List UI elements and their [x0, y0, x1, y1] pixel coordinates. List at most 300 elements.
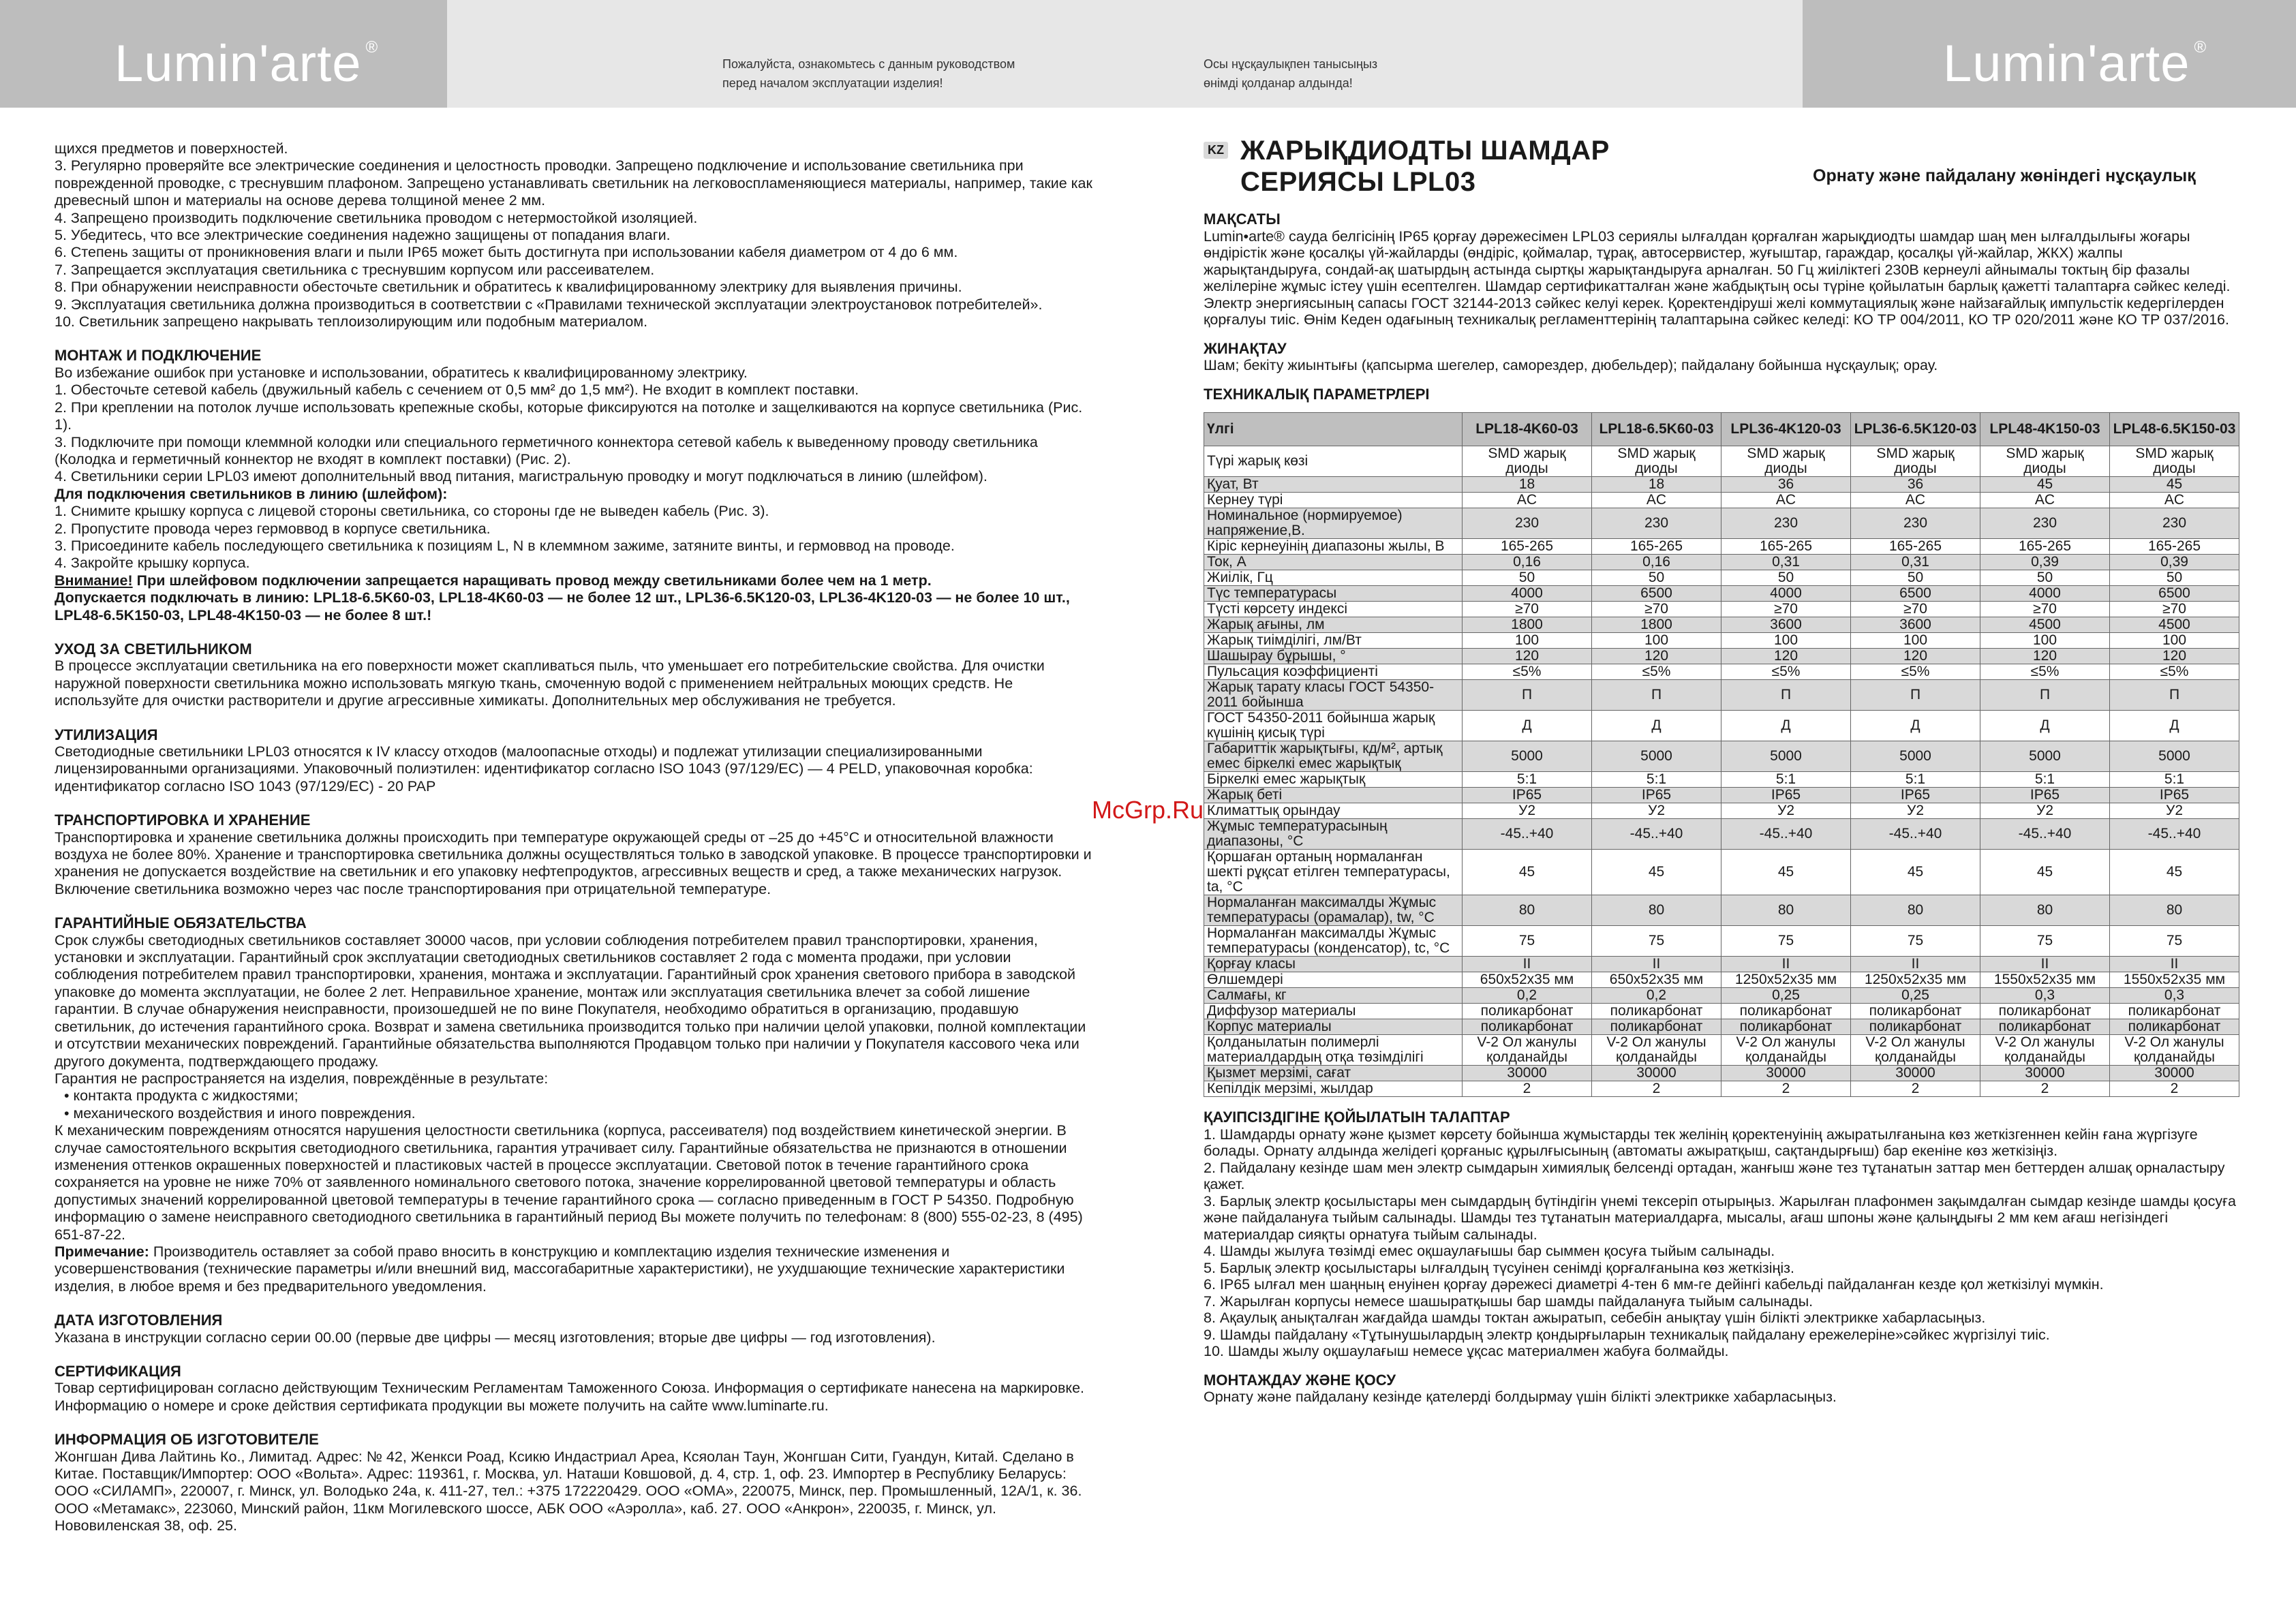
spec-cell: SMD жарық диоды — [1592, 446, 1721, 477]
care-text: В процессе эксплуатации светильника на его поверхности может скапливаться пыль, что уменьшает его потребительские свойства. Для очистки наружной поверхности светильника можно использовать мягкую ткань, смоченную водой с применением нейтральных моющих средств. Не используйте для очистки растворители и другие агрессивные химикаты. Дополнительных мер обслуживания не требуется. — [55, 658, 1045, 709]
spec-row-label: Климаттық орындау — [1204, 803, 1463, 819]
spec-row — [1204, 1019, 2239, 1035]
spec-cell: 165-265 — [2110, 539, 2239, 555]
header-note-kz-line2: өнімді қолданар алдында! — [1204, 76, 1353, 90]
spec-cell: 100 — [1592, 633, 1721, 649]
spec-cell: 650x52x35 мм — [1463, 972, 1592, 988]
allowed-count: Допускается подключать в линию: LPL18-6.5K60-03, LPL18-4K60-03 — не более 12 шт., LPL36-6.5K120-03, LPL36-4K120-03 — не более 10 шт., LPL48-6.5K150-03, LPL48-4K150-03 — не более 8 шт.! — [55, 589, 1070, 623]
warning-label: Внимание! — [55, 572, 133, 589]
language-badge: KZ — [1204, 142, 1228, 159]
spec-cell: 230 — [1980, 508, 2110, 539]
spec-cell: 5000 — [1463, 741, 1592, 772]
spec-row — [1204, 957, 2239, 972]
warning-text: При шлейфовом подключении запрещается наращивать провод между светильниками более чем на 1 метр. — [132, 572, 932, 589]
spec-row-label: Өлшемдері — [1204, 972, 1463, 988]
spec-cell: Д — [1851, 711, 1980, 741]
spec-cell: V-2 Ол жанулы қолданайды — [1463, 1035, 1592, 1066]
spec-cell: 0,39 — [1980, 555, 2110, 570]
spec-row — [1204, 680, 2239, 711]
intro-line: 9. Эксплуатация светильника должна производиться в соответствии с «Правилами технической эксплуатации электроустановок потребителей». — [55, 296, 1043, 313]
spec-cell: поликарбонат — [1851, 1019, 1980, 1035]
intro-line: щихся предметов и поверхностей. — [55, 140, 288, 157]
spec-cell: 80 — [1980, 895, 2110, 926]
transport-text: Транспортировка и хранение светильника должны происходить при температуре окружающей среды от –25 до +45°С и относительной влажности воздуха не более 80%. Хранение и транспортировка светильника должны осуществляться только в заводской упаковке. В процессе транспортировки и хранения не допускается воздействие на светильник и его упаковку нефтепродуктов, агрессивных веществ и сред, а также механических нагрузок. Включение светильника возможно через час после транспортирования при отрицательной температуре. — [55, 829, 1092, 897]
spec-cell: 2 — [1851, 1081, 1980, 1097]
section-title-purpose: МАҚСАТЫ — [1204, 211, 1281, 228]
spec-cell: IP65 — [1980, 788, 2110, 803]
spec-cell: поликарбонат — [2110, 1004, 2239, 1019]
header-note-kz — [1204, 55, 1377, 93]
spec-row-label: ГОСТ 54350-2011 бойынша жарық күшінің қисық түрі — [1204, 711, 1463, 741]
spec-row-label: Ток, А — [1204, 555, 1463, 570]
spec-cell: 30000 — [1851, 1066, 1980, 1081]
spec-cell: П — [1980, 680, 2110, 711]
spec-cell: 1250x52x35 мм — [1721, 972, 1851, 988]
spec-header-label: Үлгі — [1204, 413, 1463, 446]
intro-line: 10. Светильник запрещено накрывать теплоизолирующим или подобным материалом. — [55, 313, 648, 330]
spec-cell: ≥70 — [2110, 602, 2239, 617]
spec-cell: 5:1 — [1851, 772, 1980, 788]
header-note-ru-line1: Пожалуйста, ознакомьтесь с данным руководством — [722, 57, 1015, 71]
kazakh-text-column — [1204, 211, 2239, 1406]
spec-cell: 75 — [2110, 926, 2239, 957]
header-note-kz-line1: Осы нұсқаулықпен танысыңыз — [1204, 57, 1378, 71]
spec-row — [1204, 711, 2239, 741]
spec-row — [1204, 493, 2239, 508]
montage-line: 3. Подключите при помощи клеммной колодки или специального герметичного коннектора сетевой кабель к выведенному проводу светильника (Колодка и герметичный коннектор не входят в комплект поставки) (Рис. 2). — [55, 433, 1038, 467]
spec-cell: 50 — [1592, 570, 1721, 586]
spec-cell: 50 — [2110, 570, 2239, 586]
spec-cell: ≥70 — [1721, 602, 1851, 617]
spec-cell: 45 — [2110, 477, 2239, 493]
spec-cell: ≤5% — [1592, 664, 1721, 680]
spec-cell: 230 — [1592, 508, 1721, 539]
spec-row-label: Диффузор материалы — [1204, 1004, 1463, 1019]
spec-cell: поликарбонат — [2110, 1019, 2239, 1035]
brand-registered-mark: ® — [365, 38, 379, 57]
spec-cell: 2 — [1463, 1081, 1592, 1097]
spec-row — [1204, 633, 2239, 649]
spec-cell: II — [1463, 957, 1592, 972]
note-text: Производитель оставляет за собой право вносить в конструкцию и комплектацию изделия технические изменения и усовершенствования (технические параметры и/или внешний вид, массогабаритные характеристики), не ухудшающие технические характеристики изделия, в любое время и без предварительного уведомления. — [55, 1243, 1065, 1295]
spec-cell: 0,2 — [1463, 988, 1592, 1004]
safety-line: 9. Шамды пайдалану «Тұтынушылардың электр қондырғыларын техникалық пайдалану ережелеріне»сәйкес жүргізілуі тиіс. — [1204, 1326, 2050, 1343]
spec-cell: 45 — [1721, 850, 1851, 895]
section-title-care: УХОД ЗА СВЕТИЛЬНИКОМ — [55, 640, 252, 658]
montage-line: 1. Обесточьте сетевой кабель (двужильный кабель с сечением от 0,5 мм² до 1,5 мм²). Не входит в комплект поставки. — [55, 382, 859, 399]
spec-cell: Д — [2110, 711, 2239, 741]
spec-cell: 50 — [1463, 570, 1592, 586]
spec-cell: поликарбонат — [1721, 1019, 1851, 1035]
spec-cell: ≥70 — [1980, 602, 2110, 617]
spec-cell: 120 — [1592, 649, 1721, 664]
warranty-bullet: • механического воздействия и иного повреждения. — [64, 1104, 416, 1122]
safety-line: 7. Жарылған корпусы немесе шашыратқышы бар шамды пайдалануға тыйым салынады. — [1204, 1293, 1813, 1310]
spec-row — [1204, 819, 2239, 850]
spec-cell: 1800 — [1592, 617, 1721, 633]
intro-line: 6. Степень защиты от проникновения влаги и пыли IP65 может быть достигнута при использовании кабеля диаметром от 4 до 6 мм. — [55, 244, 958, 261]
spec-cell: SMD жарық диоды — [1721, 446, 1851, 477]
safety-line: 10. Шамды жылу оқшаулағыш немесе ұқсас материалмен жабуға болмайды. — [1204, 1343, 1729, 1359]
spec-cell: 30000 — [1463, 1066, 1592, 1081]
spec-cell: 36 — [1721, 477, 1851, 493]
spec-cell: 120 — [1851, 649, 1980, 664]
safety-line: 8. Ақаулық анықталған жағдайда шамды токтан ажыратып, себебін анықтау үшін білікті электрикке хабарласыңыз. — [1204, 1310, 1986, 1326]
spec-cell: 30000 — [2110, 1066, 2239, 1081]
spec-row-label: Қызмет мерзімі, сағат — [1204, 1066, 1463, 1081]
section-title-kit: ЖИНАҚТАУ — [1204, 339, 1287, 357]
spec-cell: 100 — [1980, 633, 2110, 649]
spec-row — [1204, 1004, 2239, 1019]
kz-title-line: ЖАРЫҚДИОДТЫ ШАМДАР — [1240, 136, 1610, 166]
section-title-manufacturer: ИНФОРМАЦИЯ ОБ ИЗГОТОВИТЕЛЕ — [55, 1431, 319, 1449]
spec-cell: 120 — [2110, 649, 2239, 664]
spec-cell: ≥70 — [1463, 602, 1592, 617]
spec-cell: 100 — [1721, 633, 1851, 649]
spec-row-label: Қолданылатын полимерлі материалдардың отқа төзімділігі — [1204, 1035, 1463, 1066]
spec-cell: 45 — [1980, 850, 2110, 895]
spec-row-label: Біркелкі емес жарықтық — [1204, 772, 1463, 788]
spec-cell: поликарбонат — [1980, 1004, 2110, 1019]
spec-row-label: Түрі жарық көзі — [1204, 446, 1463, 477]
line-step: 4. Закройте крышку корпуса. — [55, 555, 250, 572]
header-note-ru-line2: перед началом эксплуатации изделия! — [722, 76, 943, 90]
kit-text: Шам; бекіту жиынтығы (қапсырма шегелер, саморездер, дюбельдер); пайдалану бойынша нұсқаулық; орау. — [1204, 357, 1938, 373]
spec-cell: 120 — [1463, 649, 1592, 664]
spec-cell: AC — [2110, 493, 2239, 508]
spec-cell: Д — [1721, 711, 1851, 741]
montage-line: 4. Светильники серии LPL03 имеют дополнительный ввод питания, магистральную проводку и могут подключаться в линию (шлейфом). — [55, 468, 988, 485]
spec-header-model: LPL48-4K150-03 — [1980, 413, 2110, 446]
spec-header-model: LPL36-4K120-03 — [1721, 413, 1851, 446]
spec-cell: V-2 Ол жанулы қолданайды — [2110, 1035, 2239, 1066]
spec-cell: 4000 — [1463, 586, 1592, 602]
spec-row-label: Жарық ағыны, лм — [1204, 617, 1463, 633]
spec-cell: 75 — [1463, 926, 1592, 957]
spec-cell: V-2 Ол жанулы қолданайды — [1980, 1035, 2110, 1066]
spec-row — [1204, 477, 2239, 493]
spec-cell: -45..+40 — [1463, 819, 1592, 850]
safety-line: 4. Шамды жылуға төзімді емес оқшаулағышы бар сыммен қосуға тыйым салынады. — [1204, 1243, 1775, 1259]
spec-row-label: Пульсация коэффициенті — [1204, 664, 1463, 680]
header-right-logo-panel — [1803, 0, 2296, 108]
section-title-params: ТЕХНИКАЛЫҚ ПАРАМЕТРЛЕРІ — [1204, 385, 1430, 403]
spec-row — [1204, 772, 2239, 788]
spec-cell: ≥70 — [1851, 602, 1980, 617]
section-title-certification: СЕРТИФИКАЦИЯ — [55, 1363, 181, 1380]
spec-row-label: Түсті көрсету индексі — [1204, 602, 1463, 617]
spec-cell: 1800 — [1463, 617, 1592, 633]
spec-cell: IP65 — [1463, 788, 1592, 803]
note-paragraph — [55, 1243, 1095, 1295]
spec-row — [1204, 895, 2239, 926]
kz-montage-text: Орнату және пайдалану кезінде қателерді болдырмау үшін білікті электрикке хабарласыңыз. — [1204, 1389, 1837, 1405]
spec-cell: П — [2110, 680, 2239, 711]
spec-row — [1204, 788, 2239, 803]
spec-cell: -45..+40 — [1721, 819, 1851, 850]
spec-cell: ≤5% — [1721, 664, 1851, 680]
spec-cell: AC — [1851, 493, 1980, 508]
spec-row — [1204, 741, 2239, 772]
warning-paragraph — [55, 572, 1095, 589]
spec-cell: 2 — [1980, 1081, 2110, 1097]
spec-cell: П — [1851, 680, 1980, 711]
warranty-text: К механическим повреждениям относятся нарушения целостности светильника (корпуса, рассеивателя) под воздействием кинетической энергии. В случае самостоятельного вскрытия светодиодного светильника, гарантия утрачивает силу. Гарантийные обязательства не признаются в отношении изменения оттенков окрашенных поверхностей и пластиковых частей в процессе эксплуатации. Световой поток в течение гарантийного срока сохраняется на уровне не ниже 70% от заявленного номинального светового потока, значение коррелированной цветовой температуры и область допустимых значений коррелированной цветовой температуры в течение гарантийного срока — согласно приведенным в ГОСТ Р 54350. Подробную информацию о замене неисправного светодиодного светильника в гарантийный период Вы можете получить по телефонам: 8 (800) 555-02-23, 8 (495) 651-87-22. — [55, 1122, 1083, 1243]
spec-cell: У2 — [1980, 803, 2110, 819]
spec-row — [1204, 1066, 2239, 1081]
spec-row — [1204, 539, 2239, 555]
spec-cell: 5:1 — [1463, 772, 1592, 788]
section-title-date: ДАТА ИЗГОТОВЛЕНИЯ — [55, 1312, 223, 1329]
spec-cell: 45 — [1980, 477, 2110, 493]
header-note-ru — [722, 55, 1015, 93]
spec-cell: 4000 — [1980, 586, 2110, 602]
spec-table-body — [1204, 446, 2239, 1097]
spec-cell: ≥70 — [1592, 602, 1721, 617]
spec-cell: 650x52x35 мм — [1592, 972, 1721, 988]
spec-cell: 6500 — [1851, 586, 1980, 602]
spec-cell: 3600 — [1721, 617, 1851, 633]
spec-cell: 50 — [1851, 570, 1980, 586]
spec-row-label: Жарық тарату класы ГОСТ 54350-2011 бойынша — [1204, 680, 1463, 711]
spec-cell: У2 — [1463, 803, 1592, 819]
certification-text: Товар сертифицирован согласно действующим Техническим Регламентам Таможенного Союза. Информация о сертификате нанесена на маркировке. Информацию о номере и сроке действия сертификата продукции вы можете получить на сайте www.luminarte.ru. — [55, 1380, 1085, 1414]
spec-cell: 120 — [1721, 649, 1851, 664]
spec-cell: AC — [1463, 493, 1592, 508]
spec-cell: 45 — [1463, 850, 1592, 895]
spec-row-label: Қорғау класы — [1204, 957, 1463, 972]
brand-name: Lumin'arte — [114, 35, 362, 93]
spec-cell: 45 — [2110, 850, 2239, 895]
spec-cell: 5000 — [1721, 741, 1851, 772]
section-title-utilization: УТИЛИЗАЦИЯ — [55, 726, 158, 743]
intro-line: 7. Запрещается эксплуатация светильника с треснувшим корпусом или рассеивателем. — [55, 261, 655, 278]
intro-line: 4. Запрещено производить подключение светильника проводом с нетермостойкой изоляцией. — [55, 209, 698, 226]
spec-row — [1204, 972, 2239, 988]
spec-cell: 0,16 — [1463, 555, 1592, 570]
spec-cell: 120 — [1980, 649, 2110, 664]
spec-row — [1204, 850, 2239, 895]
purpose-text: Lumin•arte® сауда белгісінің IP65 қорғау дәрежесімен LPL03 сериялы ылғалдан қорғалған жарықдиодты шамдар шаң мен ылғалдылығы жоғары өндірістік және қосалқы үй-жайларды (өндіріс, қоймалар, тұрақ, автосервистер, жуғыштар, гараждар, қосалқы үй-жайлар, ЖКХ) жалпы жарықтандыруға, сондай-ақ шатырдың астында сыртқы жарықтандыруға арналған. 50 Гц жиіліктегі 230В кернеулі айнымалы токтың бір фазалы желілеріне жұмыс істеу үшін есептелген. Шамдар сертификатталған және жабдықтың осы түріне қойылатын барлық қажетті талаптарға сәйкес келеді. Электр энергиясының сапасы ГОСТ 32144-2013 сәйкес келуі керек. Қоректендіруші желі коммутациялық және найзағайлық импульстік кедергілерден қорғалуы тиіс. Өнім Кеден одағының техникалық регламенттерінің талаптарына сәйкес келеді: КО ТР 004/2011, КО ТР 020/2011 және КО ТР 037/2016. — [1204, 228, 2231, 328]
spec-cell: Д — [1592, 711, 1721, 741]
spec-cell: V-2 Ол жанулы қолданайды — [1851, 1035, 1980, 1066]
spec-cell: 230 — [1721, 508, 1851, 539]
spec-row — [1204, 617, 2239, 633]
spec-cell: ≤5% — [1463, 664, 1592, 680]
spec-cell: 165-265 — [1463, 539, 1592, 555]
spec-cell: 18 — [1463, 477, 1592, 493]
spec-cell: У2 — [1592, 803, 1721, 819]
spec-cell: 230 — [1463, 508, 1592, 539]
spec-cell: 0,31 — [1721, 555, 1851, 570]
spec-cell: 50 — [1721, 570, 1851, 586]
spec-cell: 0,3 — [2110, 988, 2239, 1004]
page-header — [0, 0, 2296, 108]
spec-cell: 30000 — [1721, 1066, 1851, 1081]
spec-cell: 75 — [1721, 926, 1851, 957]
spec-cell: II — [1721, 957, 1851, 972]
spec-cell: 36 — [1851, 477, 1980, 493]
manufacturer-text: Жонгшан Дива Лайтинь Ко., Лимитад. Адрес: № 42, Женкси Роад, Ксикю Индастриал Ареа, Ксяолан Таун, Жонгшан Сити, Гуандун, Китай. Сделано в Китае. Поставщик/Импортер: ООО «Вольта». Адрес: 119361, г. Москва, ул. Наташи Ковшовой, д. 4, стр. 1, оф. 23. Импортер в Республику Беларусь: ООО «СИЛАМП», 220007, г. Минск, ул. Володько 24а, к. 411-27, тел.: +375 172220429. ООО «ОМА», 220075, Минск, пер. Промышленный, 12А/1, к. 36. ООО «Метамакс», 223060, Минский район, 11км Могилевского шоссе, АБК ООО «Аэролла», каб. 27. ООО «Анкрон», 220035, г. Минск, ул. Нововиленская 38, оф. 25. — [55, 1448, 1082, 1534]
spec-cell: 1250x52x35 мм — [1851, 972, 1980, 988]
spec-cell: 5:1 — [1721, 772, 1851, 788]
spec-cell: 6500 — [2110, 586, 2239, 602]
spec-row — [1204, 1035, 2239, 1066]
spec-cell: AC — [1721, 493, 1851, 508]
spec-cell: AC — [1980, 493, 2110, 508]
line-step: 2. Пропустите провода через гермоввод в корпусе светильника. — [55, 520, 491, 537]
spec-row — [1204, 602, 2239, 617]
spec-cell: IP65 — [2110, 788, 2239, 803]
spec-cell: 80 — [1851, 895, 1980, 926]
spec-row — [1204, 1081, 2239, 1097]
spec-cell: У2 — [1851, 803, 1980, 819]
intro-line: 5. Убедитесь, что все электрические соединения надежно защищены от попадания влаги. — [55, 227, 671, 244]
spec-row-label: Номинальное (нормируемое) напряжение,В. — [1204, 508, 1463, 539]
section-title-montage: МОНТАЖ И ПОДКЛЮЧЕНИЕ — [55, 347, 262, 365]
spec-cell: 165-265 — [1592, 539, 1721, 555]
spec-cell: -45..+40 — [2110, 819, 2239, 850]
date-text: Указана в инструкции согласно серии 00.00 (первые две цифры — месяц изготовления; вторые две цифры — год изготовления). — [55, 1329, 936, 1346]
spec-header-model: LPL18-4K60-03 — [1463, 413, 1592, 446]
section-title-safety: ҚАУІПСІЗДІГІНЕ ҚОЙЫЛАТЫН ТАЛАПТАР — [1204, 1109, 1510, 1126]
warranty-text: Срок службы светодиодных светильников составляет 30000 часов, при условии соблюдения потребителем правил транспортировки, хранения, установки и эксплуатации. Гарантийный срок эксплуатации светодиодных светильников составляет 2 года с момента продажи, при условии соблюдения потребителем правил транспортировки, хранения, монтажа и эксплуатации. Гарантийный срок хранения светового прибора в заводской упаковке до момента эксплуатации, не более 2 лет. Неправильное хранение, монтаж или эксплуатация светильника влечет за собой лишение гарантии. В случае обнаружения неисправности, произошедшей не по вине Покупателя, необходимо обратиться в организацию, продавшую светильник, до истечения гарантийного срока. Возврат и замена светильника производится только при наличии целой упаковки, полной комплектации и отсутствии механических повреждений. Гарантийные обязательства выполняются Продавцом только при наличии у Покупателя кассового чека или другого документа, подтверждающего продажу. — [55, 931, 1086, 1070]
spec-header-model: LPL36-6.5K120-03 — [1851, 413, 1980, 446]
spec-header-model: LPL48-6.5K150-03 — [2110, 413, 2239, 446]
spec-cell: 80 — [2110, 895, 2239, 926]
spec-cell: 0,16 — [1592, 555, 1721, 570]
spec-header-model: LPL18-6.5K60-03 — [1592, 413, 1721, 446]
spec-cell: 30000 — [1592, 1066, 1721, 1081]
spec-cell: 30000 — [1980, 1066, 2110, 1081]
spec-cell: П — [1463, 680, 1592, 711]
spec-row — [1204, 926, 2239, 957]
line-step: 3. Присоедините кабель последующего светильника к позициям L, N в клеммном зажиме, затяните винты, и гермоввод на проводе. — [55, 537, 955, 554]
spec-cell: ≤5% — [1851, 664, 1980, 680]
spec-cell: IP65 — [1721, 788, 1851, 803]
spec-row-label: Кепілдік мерзімі, жылдар — [1204, 1081, 1463, 1097]
spec-cell: 100 — [1851, 633, 1980, 649]
spec-cell: 165-265 — [1980, 539, 2110, 555]
spec-row — [1204, 988, 2239, 1004]
spec-cell: 45 — [1592, 850, 1721, 895]
spec-row — [1204, 803, 2239, 819]
russian-text-column — [55, 140, 1095, 1535]
warranty-text: Гарантия не распространяется на изделия, повреждённые в результате: — [55, 1070, 549, 1087]
header-left-logo-panel — [0, 0, 447, 108]
spec-cell: 0,39 — [2110, 555, 2239, 570]
spec-cell: 80 — [1463, 895, 1592, 926]
spec-cell: 2 — [1721, 1081, 1851, 1097]
brand-logo-left — [114, 34, 378, 93]
montage-line: 2. При креплении на потолок лучше использовать крепежные скобы, которые фиксируются на потолке и защелкиваются на корпусе светильника (Рис. 1). — [55, 399, 1083, 433]
spec-row-label: Нормаланған максималды Жұмыс температурасы (конденсатор), tc, °С — [1204, 926, 1463, 957]
spec-cell: 165-265 — [1721, 539, 1851, 555]
spec-cell: 1550x52x35 мм — [2110, 972, 2239, 988]
spec-row-label: Нормаланған максималды Жұмыс температурасы (орамалар), tw, °С — [1204, 895, 1463, 926]
intro-line: 3. Регулярно проверяйте все электрические соединения и целостность проводки. Запрещено подключение и использование светильника при поврежденной проводке, с треснувшим плафоном. Запрещено устанавливать светильник на легковоспламеняющиеся материалы, например, такие как древесный шпон и материалы на основе дерева толщиной менее 2 мм. — [55, 157, 1092, 209]
spec-cell: 2 — [1592, 1081, 1721, 1097]
spec-cell: 230 — [1851, 508, 1980, 539]
spec-cell: II — [1592, 957, 1721, 972]
spec-cell: 4500 — [2110, 617, 2239, 633]
spec-cell: 5000 — [1980, 741, 2110, 772]
spec-cell: 5:1 — [1592, 772, 1721, 788]
spec-cell: 3600 — [1851, 617, 1980, 633]
spec-cell: SMD жарық диоды — [1463, 446, 1592, 477]
spec-row-label: Жарық тиімділігі, лм/Вт — [1204, 633, 1463, 649]
spec-cell: поликарбонат — [1463, 1004, 1592, 1019]
spec-table — [1204, 412, 2239, 1097]
section-title-warranty: ГАРАНТИЙНЫЕ ОБЯЗАТЕЛЬСТВА — [55, 914, 307, 932]
spec-row — [1204, 586, 2239, 602]
spec-cell: 100 — [2110, 633, 2239, 649]
spec-row — [1204, 649, 2239, 664]
spec-row-label: Түс температурасы — [1204, 586, 1463, 602]
kz-document-title — [1240, 135, 1610, 198]
brand-logo-right — [1943, 34, 2207, 93]
line-step: 1. Снимите крышку корпуса с лицевой стороны светильника, со стороны где не выведен кабель (Рис. 3). — [55, 503, 769, 520]
kz-document-subtitle: Орнату және пайдалану жөніндегі нұсқаулық — [1813, 166, 2196, 185]
kz-title-line: СЕРИЯСЫ LPL03 — [1240, 167, 1476, 197]
spec-cell: 5000 — [1592, 741, 1721, 772]
spec-cell: 0,3 — [1980, 988, 2110, 1004]
spec-cell: 75 — [1980, 926, 2110, 957]
spec-cell: поликарбонат — [1851, 1004, 1980, 1019]
spec-cell: 0,2 — [1592, 988, 1721, 1004]
spec-cell: 5000 — [1851, 741, 1980, 772]
spec-cell: 1550x52x35 мм — [1980, 972, 2110, 988]
safety-line: 3. Барлық электр қосылыстары мен сымдардың бүтіндігін үнемі тексеріп отырыңыз. Жарылған плафонмен зақымдалған сымдар кезінде шамды қосуға және пайдалануға тыйым салынады. Шамды тез тұтанатын материалдарға, мысалы, ағаш шпоны және қалыңдығы 2 мм кем ағаш негізіндегі материалдар сияқты орнатуға тыйым салынады. — [1204, 1192, 2236, 1243]
spec-row-label: Габариттік жарықтығы, кд/м², артық емес біркелкі емес жарықтық — [1204, 741, 1463, 772]
spec-cell: П — [1592, 680, 1721, 711]
spec-cell: П — [1721, 680, 1851, 711]
spec-row-label: Қоршаған ортаның нормаланған шекті рұқсат етілген температурасы, ta, °С — [1204, 850, 1463, 895]
spec-cell: 4000 — [1721, 586, 1851, 602]
spec-cell: II — [1980, 957, 2110, 972]
spec-cell: У2 — [1721, 803, 1851, 819]
warranty-bullet: • контакта продукта с жидкостями; — [64, 1087, 299, 1104]
safety-line: 1. Шамдарды орнату және қызмет көрсету бойынша жұмыстарды тек желінің қоректенуінің ажыратылғанына көз жеткізгеннен кейін ғана жүргізуге болады. Орнату алдында желідегі қорғаныс құрылғысының (автоматы ажыратқыш, сақтандырғыш) бар екеніне көз жеткізіңіз. — [1204, 1126, 2198, 1159]
spec-row-label: Жұмыс температурасының диапазоны, °С — [1204, 819, 1463, 850]
spec-cell: SMD жарық диоды — [2110, 446, 2239, 477]
spec-cell: 5000 — [2110, 741, 2239, 772]
spec-row-label: Кернеу түрі — [1204, 493, 1463, 508]
spec-row — [1204, 555, 2239, 570]
spec-row-label: Салмағы, кг — [1204, 988, 1463, 1004]
spec-cell: IP65 — [1851, 788, 1980, 803]
spec-table-header — [1204, 413, 2239, 446]
spec-cell: SMD жарық диоды — [1851, 446, 1980, 477]
spec-cell: поликарбонат — [1721, 1004, 1851, 1019]
spec-cell: 45 — [1851, 850, 1980, 895]
spec-cell: 80 — [1592, 895, 1721, 926]
spec-cell: ≤5% — [2110, 664, 2239, 680]
line-connection-title: Для подключения светильников в линию (шлейфом): — [55, 485, 448, 502]
spec-cell: 6500 — [1592, 586, 1721, 602]
brand-registered-mark: ® — [2194, 38, 2207, 57]
spec-cell: Д — [1463, 711, 1592, 741]
spec-cell: 2 — [2110, 1081, 2239, 1097]
spec-row — [1204, 570, 2239, 586]
spec-cell: ≤5% — [1980, 664, 2110, 680]
spec-cell: 100 — [1463, 633, 1592, 649]
montage-line: Во избежание ошибок при установке и использовании, обратитесь к квалифицированному электрику. — [55, 364, 748, 381]
spec-cell: 75 — [1592, 926, 1721, 957]
spec-cell: 75 — [1851, 926, 1980, 957]
spec-cell: 50 — [1980, 570, 2110, 586]
spec-cell: У2 — [2110, 803, 2239, 819]
